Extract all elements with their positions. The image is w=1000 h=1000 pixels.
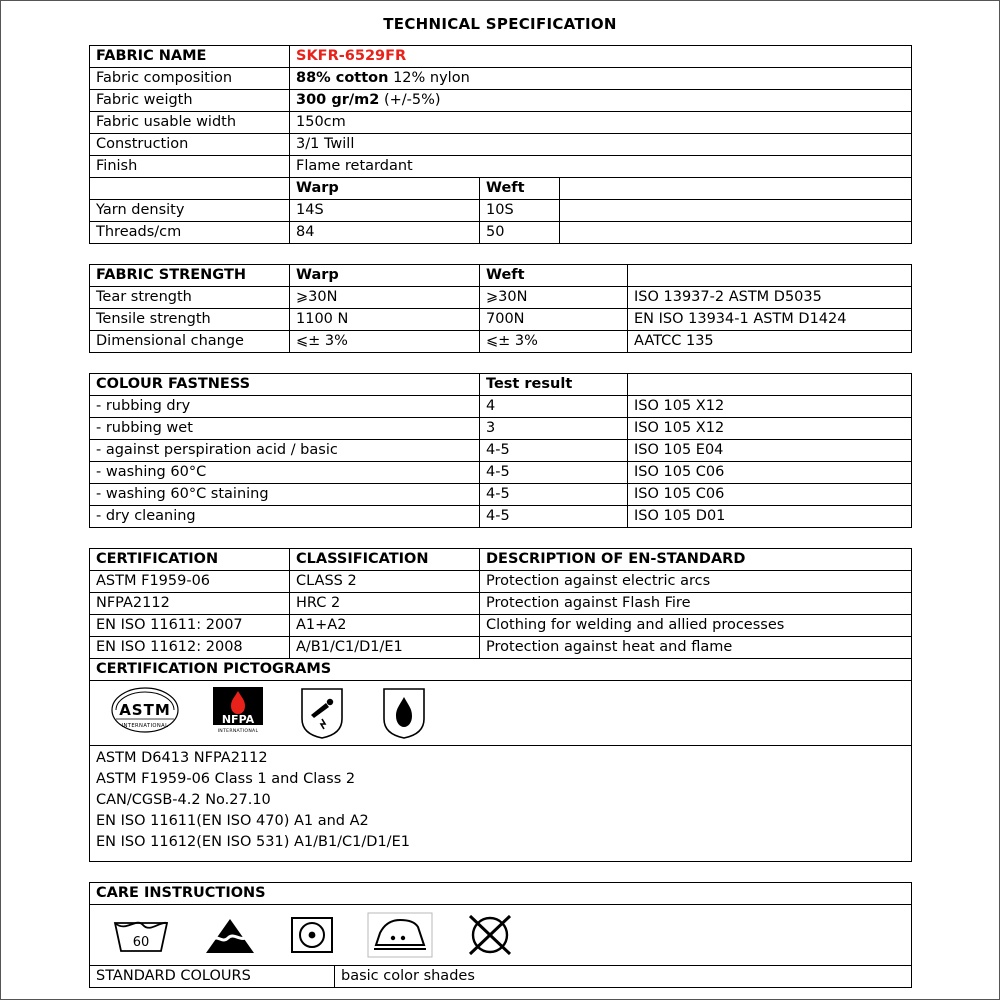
care-instructions-table — [89, 882, 912, 988]
washing-staining-standard: ISO 105 C06 — [628, 484, 912, 506]
fabric-strength-title: FABRIC STRENGTH — [90, 265, 290, 287]
washing-staining-result: 4-5 — [480, 484, 628, 506]
classification-header: CLASSIFICATION — [290, 549, 480, 571]
perspiration-standard: ISO 105 E04 — [628, 440, 912, 462]
direction-extra — [560, 178, 912, 200]
wash-60-icon — [110, 913, 172, 957]
fabric-name-value: SKFR-6529FR — [290, 46, 912, 68]
fabric-weight-value: 300 gr/m2 (+/-5%) — [290, 90, 912, 112]
standard-colours-label: STANDARD COLOURS — [90, 966, 335, 988]
pictograms-row — [90, 681, 912, 746]
table-row — [90, 156, 912, 178]
cert-0-name: ASTM F1959-06 — [90, 571, 290, 593]
spacer — [1, 528, 999, 548]
rubbing-dry-standard: ISO 105 X12 — [628, 396, 912, 418]
dimensional-change-label: Dimensional change — [90, 331, 290, 353]
cert-1-class: HRC 2 — [290, 593, 480, 615]
strength-warp-header: Warp — [290, 265, 480, 287]
table-row — [90, 418, 912, 440]
fabric-weight-label: Fabric weigth — [90, 90, 290, 112]
table-row — [90, 883, 912, 905]
washing-staining-label: - washing 60°C staining — [90, 484, 480, 506]
tear-strength-weft: ⩾30N — [480, 287, 628, 309]
spacer — [1, 244, 999, 264]
table-row — [90, 90, 912, 112]
table-row — [90, 265, 912, 287]
dimensional-change-warp: ⩽± 3% — [290, 331, 480, 353]
weft-header: Weft — [480, 178, 560, 200]
table-row — [90, 68, 912, 90]
warp-header: Warp — [290, 178, 480, 200]
pictograms-title: CERTIFICATION PICTOGRAMS — [90, 659, 912, 681]
care-title: CARE INSTRUCTIONS — [90, 883, 912, 905]
fabric-width-value: 150cm — [290, 112, 912, 134]
construction-value: 3/1 Twill — [290, 134, 912, 156]
svg-text:ASTM: ASTM — [119, 701, 171, 719]
yarn-density-weft: 10S — [480, 200, 560, 222]
no-dry-clean-icon — [464, 912, 516, 958]
threads-warp: 84 — [290, 222, 480, 244]
cert-3-desc: Protection against heat and flame — [480, 637, 912, 659]
washing-standard: ISO 105 C06 — [628, 462, 912, 484]
table-row — [90, 484, 912, 506]
iron-icon — [366, 911, 434, 959]
standard-line: EN ISO 11612(EN ISO 531) A1/B1/C1/D1/E1 — [96, 834, 410, 850]
table-row — [90, 659, 912, 681]
fabric-composition-label: Fabric composition — [90, 68, 290, 90]
tear-strength-warp: ⩾30N — [290, 287, 480, 309]
svg-text:NFPA: NFPA — [221, 713, 255, 726]
description-header: DESCRIPTION OF EN-STANDARD — [480, 549, 912, 571]
rubbing-wet-standard: ISO 105 X12 — [628, 418, 912, 440]
strength-standard-header — [628, 265, 912, 287]
cert-2-name: EN ISO 11611: 2007 — [90, 615, 290, 637]
table-row — [90, 309, 912, 331]
fabric-width-label: Fabric usable width — [90, 112, 290, 134]
fabric-name-label: FABRIC NAME — [90, 46, 290, 68]
fabric-strength-table — [89, 264, 912, 353]
table-row — [90, 222, 912, 244]
tear-strength-label: Tear strength — [90, 287, 290, 309]
standard-line: ASTM F1959-06 Class 1 and Class 2 — [96, 771, 356, 787]
table-row — [90, 637, 912, 659]
table-row — [90, 331, 912, 353]
direction-blank — [90, 178, 290, 200]
table-row — [90, 549, 912, 571]
threads-label: Threads/cm — [90, 222, 290, 244]
cert-3-class: A/B1/C1/D1/E1 — [290, 637, 480, 659]
washing-label: - washing 60°C — [90, 462, 480, 484]
tumble-dry-icon — [288, 913, 336, 957]
finish-value: Flame retardant — [290, 156, 912, 178]
colour-fastness-standard-header — [628, 374, 912, 396]
yarn-density-extra — [560, 200, 912, 222]
perspiration-label: - against perspiration acid / basic — [90, 440, 480, 462]
standard-line: ASTM D6413 NFPA2112 — [96, 750, 268, 766]
flame-protection-pictogram — [378, 685, 430, 741]
table-row — [90, 966, 912, 988]
cert-0-desc: Protection against electric arcs — [480, 571, 912, 593]
rubbing-dry-result: 4 — [480, 396, 628, 418]
dry-cleaning-result: 4-5 — [480, 506, 628, 528]
table-row — [90, 506, 912, 528]
care-symbols-row — [90, 905, 912, 966]
tensile-strength-weft: 700N — [480, 309, 628, 331]
table-row — [90, 440, 912, 462]
svg-text:INTERNATIONAL: INTERNATIONAL — [217, 729, 259, 734]
cert-2-desc: Clothing for welding and allied processes — [480, 615, 912, 637]
washing-result: 4-5 — [480, 462, 628, 484]
dry-cleaning-standard: ISO 105 D01 — [628, 506, 912, 528]
cert-3-name: EN ISO 11612: 2008 — [90, 637, 290, 659]
threads-extra — [560, 222, 912, 244]
wash-temp-label: 60 — [132, 935, 150, 950]
dimensional-change-standard: AATCC 135 — [628, 331, 912, 353]
colour-fastness-title: COLOUR FASTNESS — [90, 374, 480, 396]
welding-protection-pictogram — [296, 685, 348, 741]
fabric-table — [89, 45, 912, 244]
standards-list-row — [90, 746, 912, 862]
certification-header: CERTIFICATION — [90, 549, 290, 571]
strength-weft-header: Weft — [480, 265, 628, 287]
spacer — [1, 353, 999, 373]
table-row — [90, 396, 912, 418]
table-row — [90, 178, 912, 200]
rubbing-wet-result: 3 — [480, 418, 628, 440]
table-row — [90, 462, 912, 484]
colour-fastness-table — [89, 373, 912, 528]
certification-table — [89, 548, 912, 862]
no-bleach-icon — [202, 913, 258, 957]
tensile-strength-warp: 1100 N — [290, 309, 480, 331]
nfpa-logo — [210, 685, 266, 741]
table-row — [90, 46, 912, 68]
table-row — [90, 593, 912, 615]
construction-label: Construction — [90, 134, 290, 156]
yarn-density-label: Yarn density — [90, 200, 290, 222]
perspiration-result: 4-5 — [480, 440, 628, 462]
yarn-density-warp: 14S — [290, 200, 480, 222]
rubbing-wet-label: - rubbing wet — [90, 418, 480, 440]
finish-label: Finish — [90, 156, 290, 178]
standard-colours-value: basic color shades — [335, 966, 912, 988]
table-row — [90, 200, 912, 222]
table-row — [90, 134, 912, 156]
astm-international-logo — [110, 685, 180, 741]
spacer — [1, 862, 999, 882]
fabric-composition-value: 88% cotton 12% nylon — [290, 68, 912, 90]
table-row — [90, 571, 912, 593]
cert-1-name: NFPA2112 — [90, 593, 290, 615]
cert-1-desc: Protection against Flash Fire — [480, 593, 912, 615]
threads-weft: 50 — [480, 222, 560, 244]
standard-line: EN ISO 11611(EN ISO 470) A1 and A2 — [96, 813, 369, 829]
table-row — [90, 374, 912, 396]
page-title: TECHNICAL SPECIFICATION — [383, 15, 617, 33]
dimensional-change-weft: ⩽± 3% — [480, 331, 628, 353]
table-row — [90, 287, 912, 309]
test-result-header: Test result — [480, 374, 628, 396]
standard-line: CAN/CGSB-4.2 No.27.10 — [96, 792, 271, 808]
rubbing-dry-label: - rubbing dry — [90, 396, 480, 418]
cert-0-class: CLASS 2 — [290, 571, 480, 593]
table-row — [90, 615, 912, 637]
dry-cleaning-label: - dry cleaning — [90, 506, 480, 528]
tensile-strength-standard: EN ISO 13934-1 ASTM D1424 — [628, 309, 912, 331]
svg-text:INTERNATIONAL: INTERNATIONAL — [121, 723, 169, 729]
table-row — [90, 112, 912, 134]
cert-2-class: A1+A2 — [290, 615, 480, 637]
tensile-strength-label: Tensile strength — [90, 309, 290, 331]
tear-strength-standard: ISO 13937-2 ASTM D5035 — [628, 287, 912, 309]
